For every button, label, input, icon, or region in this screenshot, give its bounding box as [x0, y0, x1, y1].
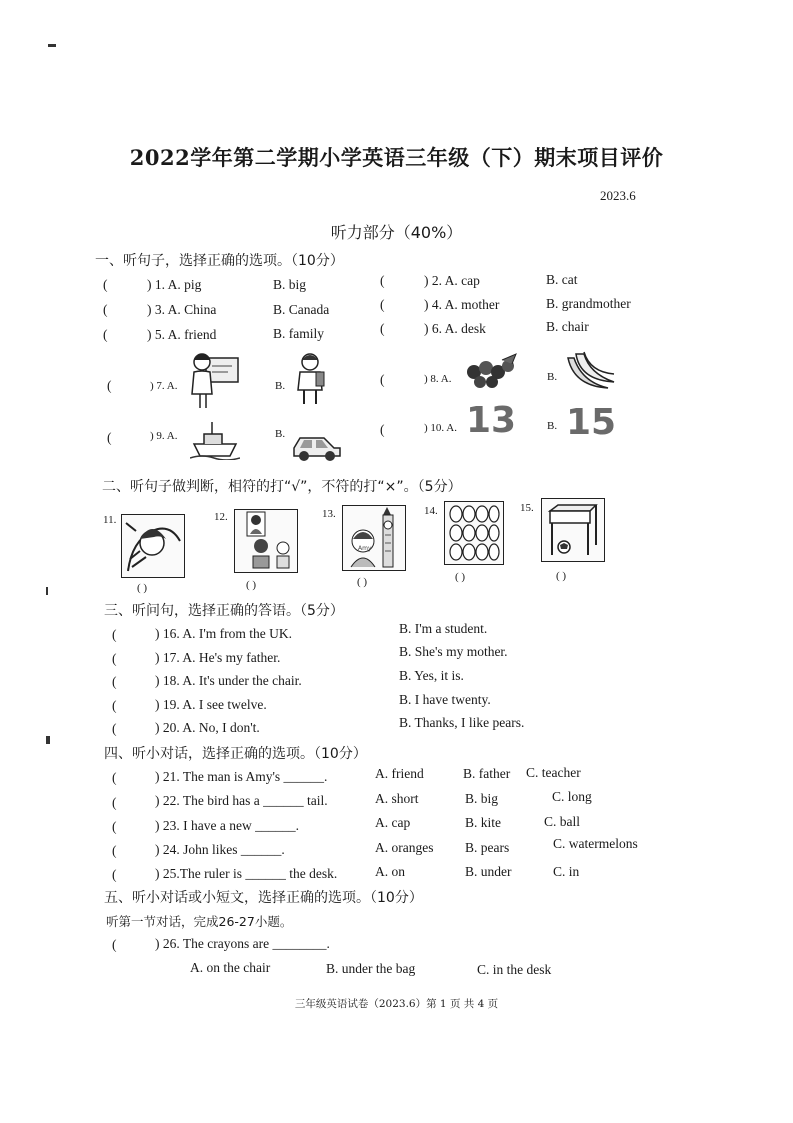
option-a: A. friend: [375, 766, 424, 781]
page-footer: 三年级英语试卷（2023.6）第 1 页 共 4 页: [294, 998, 499, 1010]
question-5: ) 5. A. friend: [147, 327, 217, 342]
question-9: ) 9. A.: [150, 430, 178, 442]
option-b: B.: [275, 380, 286, 392]
option-b: B. big: [273, 277, 307, 292]
girl-ear-picture: [122, 515, 184, 577]
section-1-heading: 一、听句子，选择正确的选项。（10分）: [95, 253, 344, 269]
question-19: ) 19. A. I see twelve.: [155, 697, 267, 712]
pears-picture: [445, 502, 503, 564]
answer-blank[interactable]: (: [380, 297, 385, 312]
page-title: 2022学年第二学期小学英语三年级（下）期末项目评价: [129, 145, 664, 170]
answer-blank[interactable]: (: [112, 937, 117, 952]
option-b: B. I have twenty.: [399, 692, 491, 707]
option-b: B. Canada: [273, 302, 330, 317]
option-c: C. in the desk: [477, 962, 552, 977]
option-b: B. Thanks, I like pears.: [399, 715, 525, 730]
option-c: C. long: [552, 789, 592, 804]
question-16: ) 16. A. I'm from the UK.: [155, 626, 293, 641]
question-20: ) 20. A. No, I don't.: [155, 720, 260, 735]
option-b: B. cat: [546, 272, 578, 287]
option-c: C. watermelons: [553, 836, 638, 851]
option-b: B.: [547, 420, 558, 432]
option-a: A. oranges: [375, 840, 434, 855]
answer-blank[interactable]: (: [112, 651, 117, 666]
answer-blank[interactable]: (: [112, 843, 117, 858]
answer-blank[interactable]: (: [103, 327, 108, 342]
big-ben-picture: [343, 505, 405, 569]
question-17: ) 17. A. He's my father.: [155, 650, 281, 665]
option-a: A. on: [375, 864, 405, 879]
question-6: ) 6. A. desk: [424, 321, 486, 336]
answer-blank[interactable]: ( ): [556, 570, 567, 582]
answer-blank[interactable]: (: [112, 627, 117, 642]
teacher-picture: [190, 350, 240, 412]
question-22: ) 22. The bird has a ______ tail.: [155, 793, 328, 808]
answer-blank[interactable]: (: [112, 795, 117, 810]
question-24: ) 24. John likes ______.: [155, 842, 285, 857]
option-a: A. cap: [375, 815, 411, 830]
answer-blank[interactable]: (: [107, 430, 112, 445]
option-b: B.: [275, 428, 286, 440]
section-3-heading: 三、听问句，选择正确的答语。（5分）: [104, 603, 344, 619]
option-a: A. on the chair: [190, 960, 271, 975]
option-b: B. kite: [465, 815, 501, 830]
number-13: 13: [466, 400, 517, 441]
amy-label: Amy: [358, 545, 372, 552]
option-b: B. family: [273, 326, 324, 341]
answer-blank[interactable]: (: [380, 273, 385, 288]
option-b: B. big: [465, 791, 499, 806]
boat-picture: [190, 418, 240, 460]
scan-mark: [46, 736, 50, 744]
part-heading: 听力部分（40%）: [330, 223, 463, 242]
option-c: C. ball: [544, 814, 580, 829]
option-b: B. I'm a student.: [399, 621, 488, 636]
option-c: C. teacher: [526, 765, 581, 780]
option-b: B. chair: [546, 319, 589, 334]
answer-blank[interactable]: ( ): [357, 576, 368, 588]
family-photo-picture: [235, 510, 297, 572]
answer-blank[interactable]: (: [112, 698, 117, 713]
option-c: C. in: [553, 864, 580, 879]
item-13-number: 13.: [322, 508, 336, 520]
section-2-heading: 二、听句子做判断，相符的打“√”，不符的打“×”。（5分）: [102, 479, 462, 495]
question-2: ) 2. A. cap: [424, 273, 480, 288]
answer-blank[interactable]: (: [112, 867, 117, 882]
bananas-picture: [562, 348, 616, 394]
answer-blank[interactable]: (: [112, 721, 117, 736]
option-a: A. short: [375, 791, 419, 806]
question-10: ) 10. A.: [424, 422, 457, 434]
grapes-picture: [462, 352, 520, 392]
answer-blank[interactable]: (: [103, 277, 108, 292]
car-picture: [290, 428, 342, 462]
answer-blank[interactable]: (: [107, 378, 112, 393]
question-18: ) 18. A. It's under the chair.: [155, 673, 302, 688]
scan-mark: [48, 44, 56, 47]
section-5-heading: 五、听小对话或小短文，选择正确的选项。（10分）: [104, 890, 423, 906]
ball-under-desk-picture: [542, 499, 604, 561]
answer-blank[interactable]: ( ): [137, 582, 148, 594]
answer-blank[interactable]: ( ): [246, 579, 257, 591]
answer-blank[interactable]: (: [380, 321, 385, 336]
item-14-number: 14.: [424, 505, 438, 517]
option-b: B. father: [463, 766, 511, 781]
item-12-number: 12.: [214, 511, 228, 523]
option-b: B. under: [465, 864, 512, 879]
item-15-number: 15.: [520, 502, 534, 514]
section-4-heading: 四、听小对话，选择正确的选项。（10分）: [104, 746, 367, 762]
question-8: ) 8. A.: [424, 373, 452, 385]
option-b: B. grandmother: [546, 296, 631, 311]
answer-blank[interactable]: ( ): [455, 571, 466, 583]
answer-blank[interactable]: (: [112, 770, 117, 785]
listening-note: 听第一节对话，完成26-27小题。: [106, 914, 293, 929]
answer-blank[interactable]: (: [103, 302, 108, 317]
scan-mark: [46, 587, 48, 595]
question-4: ) 4. A. mother: [424, 297, 500, 312]
student-picture: [292, 352, 328, 408]
option-b: B. Yes, it is.: [399, 668, 464, 683]
exam-date: 2023.6: [600, 188, 636, 203]
item-11-number: 11.: [103, 514, 117, 526]
question-7: ) 7. A.: [150, 380, 178, 392]
answer-blank[interactable]: (: [112, 819, 117, 834]
question-25: ) 25.The ruler is ______ the desk.: [155, 866, 338, 881]
question-21: ) 21. The man is Amy's ______.: [155, 769, 328, 784]
question-3: ) 3. A. China: [147, 302, 217, 317]
option-b: B. She's my mother.: [399, 644, 508, 659]
answer-blank[interactable]: (: [380, 372, 385, 387]
question-26: ) 26. The crayons are ________.: [155, 936, 330, 951]
question-23: ) 23. I have a new ______.: [155, 818, 299, 833]
option-b: B. pears: [465, 840, 510, 855]
answer-blank[interactable]: (: [380, 422, 385, 437]
number-15: 15: [566, 402, 617, 443]
option-b: B. under the bag: [326, 961, 416, 976]
answer-blank[interactable]: (: [112, 674, 117, 689]
option-b: B.: [547, 371, 558, 383]
question-1: ) 1. A. pig: [147, 277, 202, 292]
